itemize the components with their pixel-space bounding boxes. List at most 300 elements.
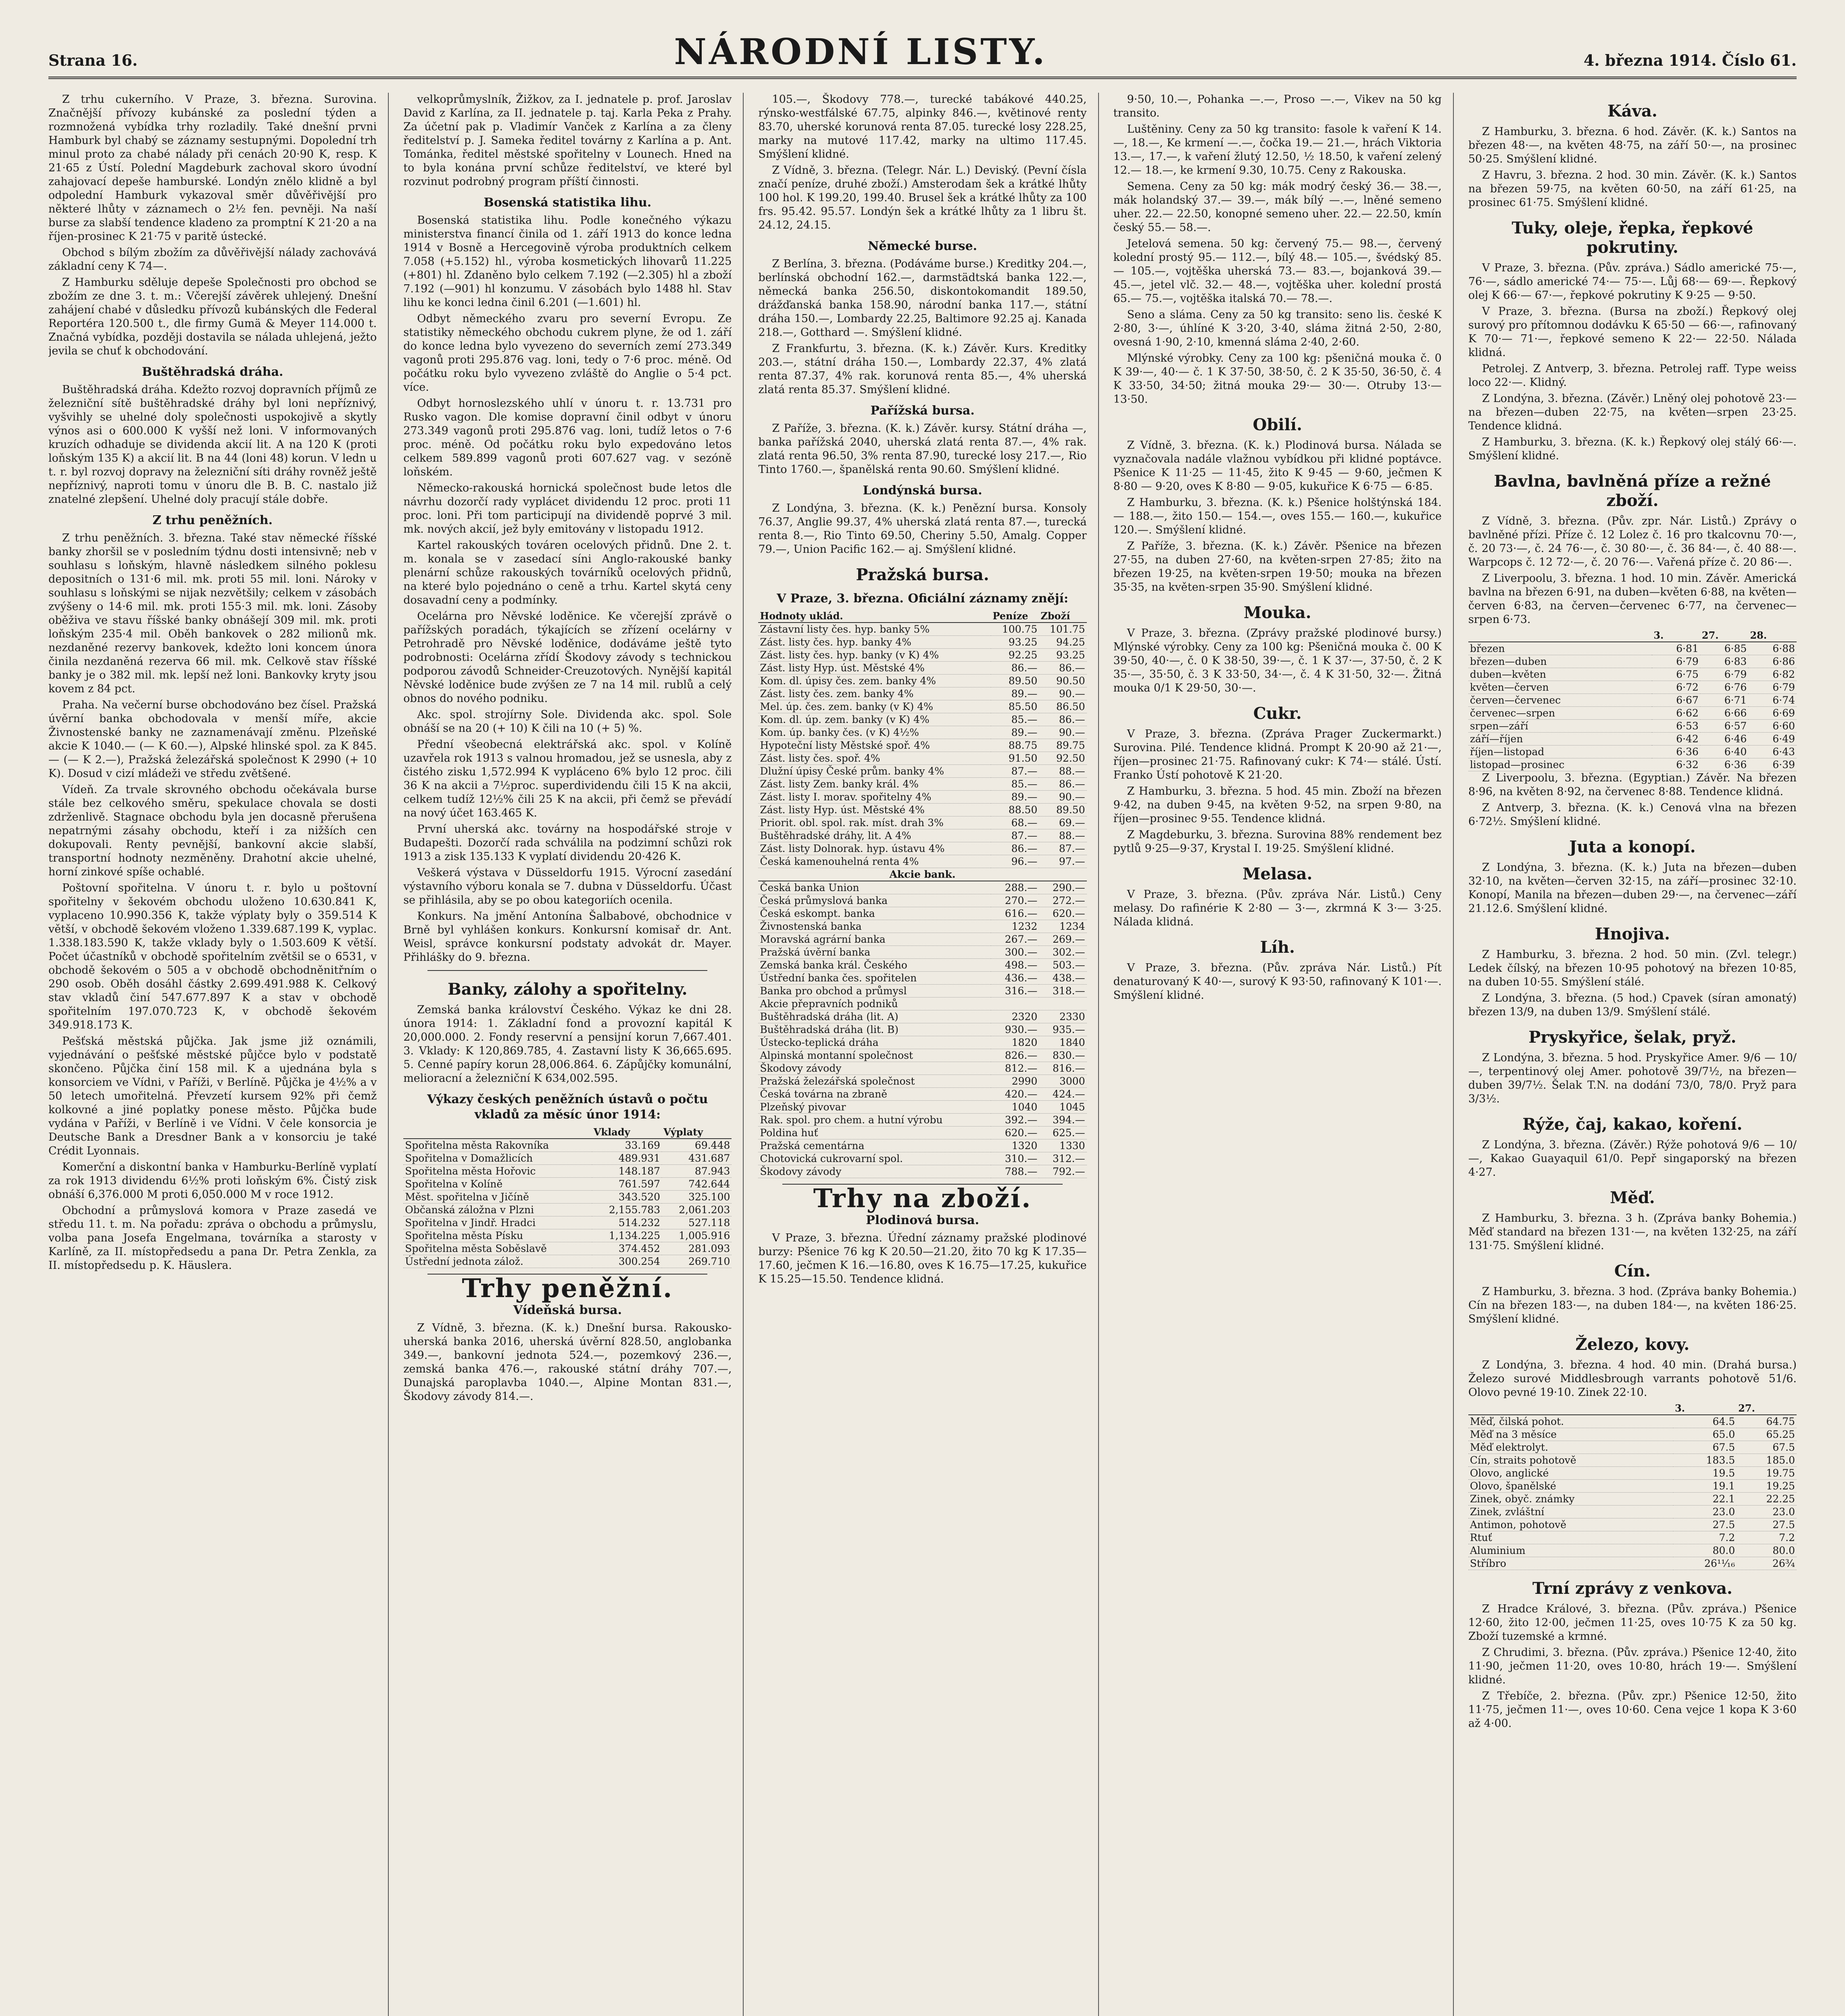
row-value: 88.50 [991,804,1039,816]
article-paris-bourse: Z Paříže, 3. března. (K. k.) Závěr. kursy. Státní dráha —, banka pařížská 2040, uherská zlatá renta 87.—, 4% rak. zlatá renta 96.50, 3% renta 87.90, turecké losy 217.—, Rio Tinto 1760.—, španělská renta 90.60. Smýšlení klidné. [758,422,1087,476]
section-title: Líh. [1260,938,1295,957]
article-vienna-grain: Z Vídně, 3. března. (K. k.) Plodinová bursa. Nálada se vyznačovala nadále vlažnou vybídkou při klidné poptávce. Pšenice K 11·25 — 11·45, žito K 9·45 — 9·60, ječmen K 8·80 — 9·20, oves K 8·80 — 9·05, kukuřice K 6·75 — 6·85. [1113,439,1442,493]
article-linseed-oil: Z Londýna, 3. března. (Závěr.) Lněný olej pohotově 23·— na březen—duben 22·75, na květen—srpen 23·25. Tendence klidná. [1468,392,1797,432]
article-spirits: V Praze, 3. března. (Pův. zpráva Nár. Listů.) Pít denaturovaný K 40·—, surový K 93·50, rafinovaný K 101·—. Smýšlení klidné. [1113,962,1442,1002]
row-label: Měď elektrolyt. [1468,1441,1673,1454]
article-egyptian-cotton: Z Liverpoolu, 3. března. (Egyptian.) Závěr. Na březen 8·96, na květen 8·92, na červenec 8·88. Tendence klidná. [1468,772,1797,798]
table-row [403,1204,732,1216]
row-value: 420.— [991,1088,1039,1101]
article-money-markets: Z trhu peněžních. 3. března. Také stav německé říšské banky zhoršil se v posledním týdnu dosti intensivně; neb v souhlasu s loňským, hlavně následkem silného poklesu depositních o 131·6 mil. mk. proti 55 mil. loni. Nároky v souhlasu s loňskými se nijak nezvětšily; celkem v zásobách zvýšeny o 14·6 mil. mk. proti 155·3 mil. mk. loni. Zásoby oběživa ve stavu říšské banky obnášejí 309 mil. mk. proti loňským 235·4 mil. Oběh bankovek o 282 milionů mk. nezdaněné rezervy bankovek, kdežto loni koncem února činila nezdaněná rezerva 66 mil. mk. Celkově stav říšské banky je o 382 mil. mk. lepší než loni. Bankovky kryty jsou kovem z 84 pct. [48,532,377,695]
row-value: 19.25 [1737,1480,1797,1493]
row-label: Spořitelna města Písku [403,1229,592,1242]
article-chamber-of-commerce: Obchodní a průmyslová komora v Praze zasedá ve středu 11. t. m. Na pořadu: zpráva o obchodu a průmyslu, volba pana Josefa Engelmana, továrníka a starosty v Karlíně, za II. místopředsedu a pana Dr. Petra Zenkla, za II. místopředsedu p. K. Häuslera. [48,1204,377,1272]
section-title: Trhy peněžní. [462,1273,673,1304]
row-label: Spořitelna v Kolíně [403,1178,592,1191]
row-value: 310.— [991,1152,1039,1165]
row-label: Ústřední banka čes. spořitelen [758,972,991,985]
row-value: 269.— [1039,933,1086,946]
column-header: 27. [1737,1402,1797,1415]
column-5 [1468,93,1797,2016]
table-row [758,959,1086,972]
table-row [1468,655,1797,668]
section-title: Cukr. [1253,704,1302,723]
row-value: 935.— [1039,1023,1086,1036]
row-value: 394.— [1039,1114,1086,1127]
table-row [1468,1557,1797,1570]
section-title: Buštěhradská dráha. [142,365,284,379]
table-row [758,1127,1086,1139]
article-antwerp-wool: Z Antverp, 3. března. (K. k.) Cenová vlna na březen 6·72½. Smýšlení klidné. [1468,802,1797,828]
divider [427,970,707,971]
row-value: 69.— [1039,816,1086,829]
table-row [758,687,1086,700]
row-value: 826.— [991,1049,1039,1062]
row-label: květen—červen [1468,681,1652,694]
row-value: 87.— [1039,842,1086,855]
row-value: 94.25 [1039,636,1086,649]
row-value: 85.— [991,778,1039,791]
row-label: Alpinská montanní společnost [758,1049,991,1062]
row-value: 93.25 [1039,649,1086,662]
row-label: Kom. dl. úpisy čes. zem. banky 4% [758,675,991,687]
table-row [403,1255,732,1268]
row-value: 90.— [1039,726,1086,739]
row-label: Pražská cementárna [758,1139,991,1152]
row-label: Buštěhradská dráha (lit. A) [758,1010,991,1023]
row-value: 93.25 [991,636,1039,649]
row-value: 88.75 [991,739,1039,752]
article-bustehrad-railway: Buštěhradská dráha. Kdežto rozvoj dopravních příjmů ze železniční sítě buštěhradské dráhy byl loni nepříznivý, vyšvihly se uhelné doly společnosti uspokojivě a skytly výnos asi o 600.000 K vyšší než loni. V informovaných kruzích odhaduje se dividenda akcií lit. A na 120 K (proti loňským 135 K) a akcií lit. B na 44 (loni 48) korun. V ledn u t. r. byl rozvoj dopravy na železniční síti dráhy rovněž ještě nepříznivý, naproti tomu v únoru dle B. B. C. nastalo již znatelné zlepšení. Uhelné doly pracují stále dobře. [48,383,377,506]
section-title: Z trhu peněžních. [152,513,273,527]
row-value: 6·86 [1748,655,1797,668]
row-value: 33.169 [592,1139,662,1152]
row-label: Škodovy závody [758,1165,991,1178]
row-value: 6·76 [1700,681,1749,694]
row-value: 86.— [1039,662,1086,675]
article-sugar-magdeburg: Z Magdeburku, 3. března. Surovina 88% rendement bez pytlů 9·25—9·37, Krystal I. 19·25. Smýšlení klidné. [1113,829,1442,855]
row-value: 65.0 [1673,1428,1737,1441]
table-row [758,855,1086,868]
table-row [1468,1493,1797,1506]
row-label: Akcie přepravních podniků [758,998,991,1010]
row-label: listopad—prosinec [1468,758,1652,771]
table-row [758,700,1086,713]
row-label: Ústřední jednota zálož. [403,1255,592,1268]
section-title: Cín. [1614,1262,1651,1281]
row-value: 267.— [991,933,1039,946]
row-label: Rtuť [1468,1531,1673,1544]
article-rapeseed-oil: V Praze, 3. března. (Bursa na zboží.) Řepkový olej surový pro přítomnou dodávku K 65·50 — 66·—, rafinovaný K 70·— 71·—, řepkové semeno K 22·— 22·50. Nálada klidná. [1468,305,1797,359]
row-value: 374.452 [592,1242,662,1255]
section-title: Vídeňská bursa. [513,1303,622,1317]
table-row [758,1075,1086,1088]
table-row [758,881,1086,894]
article-london-bourse: Z Londýna, 3. března. (K. k.) Penězní bursa. Konsoly 76.37, Anglie 99.37, 4% uherská zlatá renta 87.—, turecká renta 8.—, Rio Tinto 69.50, Cheriny 5.50, Amalg. Copper 79.—, Union Pacific 162.— aj. Smýšlení klidné. [758,502,1087,556]
row-value: 92.50 [1039,752,1086,765]
article-seeds: Semena. Ceny za 50 kg: mák modrý český 36.— 38.—, mák holandský 37.— 39.—, mák bílý —.—, lněné semeno uher. 22.— 22.50, konopné semeno uher. 22.— 22.50, kmín český 55.— 58.—. [1113,180,1442,234]
section-title: Bosenská statistika lihu. [484,196,652,210]
row-value: 2,155.783 [592,1204,662,1216]
section-title: Bavlna, bavlněná příze a režné zboží. [1494,472,1771,510]
row-value: 68.— [991,816,1039,829]
row-value: 65.25 [1737,1428,1797,1441]
table-row [758,907,1086,920]
row-value [1039,998,1086,1010]
table-row [1468,707,1797,720]
table-row [1468,720,1797,733]
table-row [758,1114,1086,1127]
row-value: 6·82 [1748,668,1797,681]
column-header: Výplaty [662,1126,732,1139]
row-label: září—říjen [1468,733,1652,746]
section-title: Trhy na zboží. [813,1183,1032,1214]
row-label: Zást. listy čes. hyp. banky 4% [758,636,991,649]
article-chrudim-market: Z Chrudimi, 3. března. (Pův. zpráva.) Pšenice 12·40, žito 11·90, ječmen 11·20, oves 10·80, hrách 19·—. Smýšlení klidné. [1468,1646,1797,1686]
row-value: 27.5 [1737,1518,1797,1531]
issue-date: 4. března 1914. Číslo 61. [1583,51,1797,69]
row-value: 6·36 [1700,758,1749,771]
row-value: 89.50 [1039,804,1086,816]
table-title: Výkazy českých peněžních ústavů o počtu vkladů za měsíc únor 1914: [427,1092,708,1122]
prague-rates-table [758,610,1086,1178]
row-label: Živnostenská banka [758,920,991,933]
row-label: Olovo, španělské [1468,1480,1673,1493]
row-label: Spořitelna v Jindř. Hradci [403,1216,592,1229]
table-row [1468,1480,1797,1493]
row-value: 288.— [991,881,1039,894]
table-row [403,1216,732,1229]
row-value: 6·66 [1700,707,1749,720]
row-value: 281.093 [662,1242,732,1255]
row-value: 6·69 [1748,707,1797,720]
article-petroleum: Petrolej. Z Antverp, 3. března. Petrolej raff. Type weiss loco 22·—. Klidný. [1468,362,1797,389]
table-row [758,636,1086,649]
article-bosnian-spirits: Bosenská statistika lihu. Podle konečného výkazu ministerstva financí činila od 1. září 1913 do konce ledna 1914 v Bosně a Hercegovině výroba produktních celkem 7.058 (+5.152) hl., výroba kosmetických lihovarů 11.225 (+801) hl. Zdaněno bylo celkem 7.192 (—2.305) hl a zboží 7.192 (—901) hl konzumu. V zásobách bylo 1488 hl. Stav lihu ke konci ledna činil 6.201 (—1.601) hl. [403,214,732,309]
row-label: březen—duben [1468,655,1652,668]
row-value: 101.75 [1039,623,1086,636]
row-value: 3000 [1039,1075,1086,1088]
row-value: 816.— [1039,1062,1086,1075]
row-value: 269.710 [662,1255,732,1268]
section-title: Měď. [1610,1188,1655,1207]
article-coal-sales: Odbyt hornoslezského uhlí v únoru t. r. 13.731 pro Rusko vagon. Dle komise dopravní činil odbyt v únoru 273.349 vagonů proti 295.876 vag. loni, tudíž letos o 7·6 proc. méně. Od počátku roku bylo expedováno letos celkem 589.899 vagonů proti 607.627 vag. v sezóně loňském. [403,397,732,478]
row-value: 6·42 [1652,733,1700,746]
table-row [758,1101,1086,1114]
row-value: 6·71 [1700,694,1749,707]
table-row [758,816,1086,829]
article-rice-tea: Z Londýna, 3. března. (Závěr.) Rýže pohotová 9/6 — 10/—, Kakao Guayaquil 61/0. Pepř singaporský na březen 4·27. [1468,1139,1797,1179]
row-label: říjen—listopad [1468,746,1652,758]
article-frankfurt-bourse: Z Frankfurtu, 3. března. (K. k.) Závěr. Kurs. Kreditky 203.—, státní dráha 150.—, Lombardy 22.37, 4% zlatá renta 87.37, 4% rak. korunová renta 85.—, 4% uherská zlatá renta 85.37. Smýšlení klidné. [758,342,1087,396]
article-nitrate: Z Hamburku, 3. března. 2 hod. 50 min. (Zvl. telegr.) Ledek čílský, na březen 10·95 pohotový na březen 10·85, na duben 10·55. Smýšlení stálé. [1468,948,1797,988]
table-row [403,1165,732,1178]
row-value: 86.— [991,662,1039,675]
article-flour: V Praze, 3. března. (Zprávy pražské plodinové bursy.) Mlýnské výrobky. Ceny za 100 kg: Pšeničná mouka č. 00 K 39·50, 40·—, č. 0 K 38·50, 39·—, č. 1 K 37·—, 37·50, č. 2 K 35·—, 35·50, č. 3 K 33·50, 34·—, č. 4 K 31·50, 32·—. Žitná mouka 0/1 K 29·50, 30·—. [1113,627,1442,694]
table-row [758,1049,1086,1062]
article-vienna-exchange: Z Vídně, 3. března. (Telegr. Nár. L.) Deviský. (Pevní čísla značí peníze, druhé zboží.) Amsterodam šek a krátké lhůty 100 hol. K 199.20, 199.40. Brusel šek a krátké lhůty za 100 frs. 95.42. 95.57. Londýn šek a krátké lhůty za 1 libru št. 24.12, 24.15. [758,164,1087,231]
row-value: 1,134.225 [592,1229,662,1242]
article-mining-company: Německo-rakouská hornická společnost bude letos dle návrhu dozorčí rady vyplácet dividendu 12 proc. proti 11 proc. loni. Při tom participují na dividendě poprvé 3 mil. mk. nových akcií, jež byly emitovány v listopadu 1912. [403,482,732,535]
row-label: Měď na 3 měsíce [1468,1428,1673,1441]
row-value: 67.5 [1737,1441,1797,1454]
row-value: 1234 [1039,920,1086,933]
article-steel-cartel: Kartel rakouských továren ocelových přidnů. Dne 2. t. m. konala se v zasedací síni Anglo-rakouské banky plenární schůze rakouských továrníků ocelových přidnů, na které bylo pojednáno o ceně a trhu. Kartel skytá ceny dosavadní ceny a podmínky. [403,539,732,606]
row-value: 272.— [1039,894,1086,907]
article-hamburg-grain: Z Hamburku, 3. března. (K. k.) Pšenice holštýnská 184.— 188.—, žito 150.— 154.—, oves 155.— 160.—, kukuřice 120.—. Smýšlení klidné. [1113,496,1442,536]
table-row [758,972,1086,985]
row-value: 7.2 [1673,1531,1737,1544]
row-value: 788.— [991,1165,1039,1178]
table-title: V Praze, 3. března. Oficiální záznamy znějí: [776,591,1069,606]
row-value: 27.5 [1673,1518,1737,1531]
section-title: Pražská bursa. [856,565,989,584]
row-value [991,998,1039,1010]
table-row [758,662,1086,675]
row-value: 6·67 [1652,694,1700,707]
row-label: Zemská banka král. Českého [758,959,991,972]
section-title: Pařížská bursa. [870,404,975,418]
row-value: 183.5 [1673,1454,1737,1467]
article-copper: Z Hamburku, 3. března. 3 h. (Zpráva banky Bohemia.) Měď standard na březen 131·—, na květen 132·25, na září 131·75. Smýšlení klidné. [1468,1212,1797,1252]
row-value: 6·62 [1652,707,1700,720]
article-hradec-market: Z Hradce Králové, 3. března. (Pův. zpráva.) Pšenice 12·60, žito 12·00, ječmen 11·25, oves 10·75 K za 50 kg. Zboží tuzemské a krmné. [1468,1603,1797,1643]
article-trebic-market: Z Třebíče, 2. března. (Pův. zpr.) Pšenice 12·50, žito 11·75, ječmen 11·—, oves 10·60. Cena vejce 1 kopa K 3·60 až 4·00. [1468,1690,1797,1730]
row-label: Česká průmyslová banka [758,894,991,907]
row-value: 90.50 [1039,675,1086,687]
article-molasses: V Praze, 3. března. (Pův. zpráva Nár. Listů.) Ceny melasy. Do rafinérie K 2·80 — 3·—, zkrmná K 3·— 3·25. Nálada klidná. [1113,888,1442,928]
row-value: 6·83 [1700,655,1749,668]
article-neva-steelworks: Ocelárna pro Něvské loděnice. Ke včerejší zprávě o pařížských poradách, týkajících se zřízení ocelárny v Petrohradě pro Něvské loděnice, dodáváme ještě tyto podrobnosti: Ocelárna zřídí Škodovy závody s technickou podporou závodů Schneider-Creuzotových. Nynější kapitál Něvské loděnice bude zvýšen ze 7 na 14 mil. rublů a celý obnos do nového podniku. [403,610,732,705]
row-value: 2,061.203 [662,1204,732,1216]
article-liverpool-cotton: Z Liverpoolu, 3. března. 1 hod. 10 min. Závěr. Americká bavlna na březen 6·91, na duben—květen 6·88, na květen—červen 6·83, na červen—červenec 6·77, na červenec—srpen 6·73. [1468,572,1797,626]
row-label: Aluminium [1468,1544,1673,1557]
row-label: Zástavní listy čes. hyp. banky 5% [758,623,991,636]
article-iron-metals: Z Londýna, 3. března. 4 hod. 40 min. (Drahá bursa.) Železo surové Middlesbrough varrants pohotově 51/6. Olovo pevné 19·10. Zinek 22·10. [1468,1359,1797,1399]
row-value: 812.— [991,1062,1039,1075]
article-sugar-export: Odbyt německého zvaru pro severní Evropu. Ze statistiky německého obchodu cukrem plyne, že od 1. září do konce ledna bylo vyvezeno do severních zemí 273.349 vagonů proti 295.876 vag. loni, tedy o 7·6 proc. méně. Od počátku roku bylo vyvezeno zvláště do Anglie o 5·4 pct. více. [403,312,732,394]
section-title: Obilí. [1253,415,1302,434]
row-value: 1045 [1039,1101,1086,1114]
table-row [758,739,1086,752]
row-value: 86.50 [1039,700,1086,713]
row-value: 270.— [991,894,1039,907]
row-label: Antimon, pohotově [1468,1518,1673,1531]
row-value: 6·79 [1652,655,1700,668]
table-row [758,752,1086,765]
column-header: 3. [1673,1402,1737,1415]
row-value: 514.232 [592,1216,662,1229]
row-value: 86.— [1039,778,1086,791]
row-value: 80.0 [1673,1544,1737,1557]
row-value: 2330 [1039,1010,1086,1023]
article-sugar-prague: V Praze, 3. března. (Zpráva Prager Zuckermarkt.) Surovina. Pilé. Tendence klidná. Prompt K 20·90 až 21·—, říjen—prosinec 21·75. Rafinovaný cukr: K 74·— stálé. Ústí. Franko Ústí pohotově K 21·20. [1113,728,1442,781]
article-vetch: 9·50, 10.—, Pohanka —.—, Proso —.—, Vikev na 50 kg transito. [1113,93,1442,119]
table-row [758,713,1086,726]
article-pest-loan: Pešťská městská půjčka. Jak jsme již oznámili, vyjednávání o pešťské městské půjčce bylo v podstatě skončeno. Půjčka činí 158 mil. K a ujednána byla s konsorciem ve Vídni, v Paříži, v Berlíně. Půjčka je 4½% a v 50 letech umořitelná. Převzetí kursem 92% při čemž kolkovné a jiné poplatky ponese město. Půjčka bude vydána v Paříži, v Berlíně i ve Vídni. V čele konsorcia je Deutsche Bank a Dresdner Bank a v konsorciu je také Crédit Lyonnais. [48,1035,377,1157]
row-value: 1820 [991,1036,1039,1049]
row-label: Spořitelna města Hořovic [403,1165,592,1178]
row-value: 6·81 [1652,642,1700,655]
row-value: 6·88 [1748,642,1797,655]
row-value: 1330 [1039,1139,1086,1152]
column-2 [403,93,744,2016]
row-value: 6·57 [1700,720,1749,733]
row-label: Dlužní úpisy České prům. banky 4% [758,765,991,778]
table-row [1468,668,1797,681]
table-row [1468,1506,1797,1518]
row-value: 148.187 [592,1165,662,1178]
row-label: Banka pro obchod a průmysl [758,985,991,998]
article-paris-grain: Z Paříže, 3. března. (K. k.) Závěr. Pšenice na březen 27·55, na duben 27·60, na květen-srpen 27·85; žito na březen 19·25, na květen-srpen 19·50; mouka na březen 35·35, na květen-srpen 35·90. Smýšlení klidné. [1113,540,1442,594]
table-row [758,1062,1086,1075]
table-row [758,1010,1086,1023]
row-value: 22.1 [1673,1493,1737,1506]
table-row [1468,1531,1797,1544]
table-row [758,1088,1086,1101]
row-label: Zást. listy Hyp. úst. Městské 4% [758,662,991,675]
row-value: 6·32 [1652,758,1700,771]
article-legumes: Luštěniny. Ceny za 50 kg transito: fasole k vaření K 14.—, 18.—, Ke krmení —.—, čočka 19.— 21.—, hrách Viktoria 13.—, 17.—, k vaření žlutý 12.50, ½ 18.50, k vaření zelený 12.— 18.—, ke krmení 9.30, 10.75. Ceny z Rakouska. [1113,123,1442,177]
table-row [1468,758,1797,771]
article-cotton-yarn: Z Vídně, 3. března. (Pův. zpr. Nár. Listů.) Zprávy o bavlněné přízi. Příze č. 12 Lolez č. 16 pro tkalcovnu 70·—, č. 20 73·—, č. 24 76·—, č. 30 80·—, č. 36 84·—, č. 40 88·—. Warpcops č. 12 72·—, č. 20 76·—. Vařená příze č. 20 86·—. [1468,515,1797,569]
row-label: Moravská agrární banka [758,933,991,946]
row-value: 86.— [1039,713,1086,726]
article-mill-products: Mlýnské výrobky. Ceny za 100 kg: pšeničná mouka č. 0 K 39·—, 40·— č. 1 K 37·50, 38·50, č. 2 K 35·50, 36·50, č. 4 K 33·50, 34·50; žitná mouka 29·— 30·—. Otruby 13·— 13·50. [1113,352,1442,406]
row-value: 300.254 [592,1255,662,1268]
row-label: Měst. spořitelna v Jičíně [403,1191,592,1204]
section-title: Železo, kovy. [1575,1335,1690,1354]
row-value: 6·74 [1748,694,1797,707]
table-row [403,1139,732,1152]
row-label: Cín, straits pohotově [1468,1454,1673,1467]
article-ammonia: Z Londýna, 3. března. (5 hod.) Cpavek (síran amonatý) březen 13/9, na duben 13/9. Smýšlení stálé. [1468,992,1797,1018]
table-row [758,894,1086,907]
column-header: 28. [1748,629,1797,642]
row-value: 26¾ [1737,1557,1797,1570]
row-label: Zást. listy čes. zem. banky 4% [758,687,991,700]
row-value: 6·46 [1700,733,1749,746]
row-value: 88.— [1039,765,1086,778]
row-value: 6·75 [1652,668,1700,681]
row-value: 625.— [1039,1127,1086,1139]
row-value: 930.— [991,1023,1039,1036]
section-title: Tuky, oleje, řepka, řepkové pokrutiny. [1511,219,1753,257]
article-white-goods: Obchod s bílým zbožím za důvěřivější nálady zachovává základní ceny K 74—. [48,246,377,273]
row-label: Pražská železářská společnost [758,1075,991,1088]
metals-table [1468,1402,1797,1570]
article-vienna-rates: 105.—, Škodovy 778.—, turecké tabákové 440.25, rýnsko-westfálské 67.75, alpinky 846.—, květinové renty 83.70, uherské korunová renta 87.05. turecké losy 228.25, marky na mutové 117.42, marky na ultimo 117.45. Smýšlení klidné. [758,93,1087,160]
table-row [758,804,1086,816]
table-row [758,765,1086,778]
row-value: 318.— [1039,985,1086,998]
article-coffee-hamburg: Z Hamburku, 3. března. 6 hod. Závěr. (K. k.) Santos na březen 48·—, na květen 48·75, na září 50·—, na prosinec 50·25. Smýšlení klidné. [1468,125,1797,165]
row-value: 96.— [991,855,1039,868]
row-value: 64.5 [1673,1415,1737,1428]
row-value: 19.75 [1737,1467,1797,1480]
row-value: 88.— [1039,829,1086,842]
row-label: Rak. spol. pro chem. a hutní výrobu [758,1114,991,1127]
row-value: 1840 [1039,1036,1086,1049]
article-postal-savings: Poštovní spořitelna. V únoru t. r. bylo u poštovní spořitelny v šekovém obchodu uloženo 10.630.841 K, vyplaceno 10.990.356 K, takže výplaty byly o 359.514 K větší, v obchodě šekovém vloženo 1.339.687.199 K, vyplac. 1.338.183.590 K, takže vklady byly o 1.503.609 K větší. Počet účastníků v obchodě spořitelním zvětšil se o 6531, v obchodě šekovém o 505 a v obchodě obchodněnitřním o 290 osob. Oběh dosáhl částky 2.699.491.988 K. Celkový stav vkladů činí 547.677.897 K a stav v obchodě spořitelním 197.070.723 K, v obchodě šekovém 349.918.173 K. [48,882,377,1031]
row-value: 92.25 [991,649,1039,662]
article-land-bank: Zemská banka království Českého. Výkaz ke dni 28. února 1914: 1. Základní fond a provozní kapitál K 20,000.000. 2. Fondy reservní a pensijní korun 7,667.401. 3. Vklady: K 120,869.785, 4. Zastavní listy K 36,665.695. 5. Cenné papíry korun 28,006.864. 6. Zápůjčky komunální, melioracní a železniční K 634,002.595. [403,1004,732,1085]
row-value: 89.50 [991,675,1039,687]
row-label: Buštěhradská dráha (lit. B) [758,1023,991,1036]
row-value: 830.— [1039,1049,1086,1062]
row-label: Pražská úvěrní banka [758,946,991,959]
row-label: Spořitelna v Domažlicích [403,1152,592,1165]
row-label: Ústecko-teplická dráha [758,1036,991,1049]
row-value: 89.— [991,726,1039,739]
row-value: 325.100 [662,1191,732,1204]
row-value: 23.0 [1737,1506,1797,1518]
article-kolin-electric: Přední všeobecná elektrářská akc. spol. v Kolíně uzavřela rok 1913 s valnou hromadou, jež se usnesla, aby z čistého zisku 1,572.994 K vypláceno 6% bylo 12 proc. čili 36 K na akcii a 7½proc. superdividendu čili 15 K na akcii, celkem tudíž 12½% čili 25 K na akcii, při čemž se převádí na nový účet 163.465 K. [403,738,732,819]
row-label: Zinek, zvláštní [1468,1506,1673,1518]
table-row [758,998,1086,1010]
row-value: 392.— [991,1114,1039,1127]
table-row [758,946,1086,959]
section-title: Juta a konopí. [1569,837,1696,856]
article-clover-seeds: Jetelová semena. 50 kg: červený 75.— 98.—, červený kolední prostý 95.— 112.—, bílý 48.— 105.—, švédský 85.— 105.—, vojtěška uherská 73.— 83.—, bojanková 39.— 45.—, jetel vlč. 32.— 48.—, vojtěška uher. kolední prostá 65.— 75.—, vojtěška italská 70.— 78.—. [1113,237,1442,305]
table-row [758,649,1086,662]
section-title: Káva. [1607,102,1657,121]
table-row [1468,1454,1797,1467]
row-value: 438.— [1039,972,1086,985]
row-value: 792.— [1039,1165,1086,1178]
row-label: Zást. listy Zem. banky král. 4% [758,778,991,791]
article-fats: V Praze, 3. března. (Pův. zpráva.) Sádlo americké 75·—, 76·—, sádlo americké 74·— 75·—. Lůj 68·— 69·—. Řepkový olej K 66·— 67·—, řepkové pokrutiny K 9·25 — 9·50. [1468,262,1797,302]
row-label: Priorit. obl. spol. rak. míst. drah 3% [758,816,991,829]
row-value: 87.943 [662,1165,732,1178]
section-title: Londýnská bursa. [863,483,982,498]
row-value: 300.— [991,946,1039,959]
row-label: Česká eskompt. banka [758,907,991,920]
row-label: Zást. listy čes. hyp. banky (v K) 4% [758,649,991,662]
column-4 [1113,93,1454,2016]
article-grain-exchange: V Praze, 3. března. Úřední záznamy pražské plodinové burzy: Pšenice 76 kg K 20.50—21.20, žito 70 kg K 17.35—17.60, ječmen K 16.—16.80, oves K 16.75—17.25, kukuřice K 15.25—15.50. Tendence klidná. [758,1232,1087,1285]
table-row [758,1036,1086,1049]
row-label: Chotovická cukrovarní spol. [758,1152,991,1165]
row-label: Česká kamenouhelná renta 4% [758,855,991,868]
row-value: 69.448 [662,1139,732,1152]
column-header: Hodnoty uklád. [758,610,991,623]
table-row [1468,1415,1797,1428]
table-row [1468,1428,1797,1441]
article-vienna-bourse: Vídeň. Za trvale skrovného obchodu očekávala burse stále bez celkového směru, spekulace chovala se dosti zdrženlivě. Stagnace obchodu byla jen docasně přerušena nepatrnými zásahy obchodu, kteří i za nižších cen dokupovali. Renty pevnější, bankovní akcie slabší, transportní hodnoty nezměněny. Drahotní akcie uhelné, horní zinkové spíše ochablé. [48,783,377,878]
row-value: 290.— [1039,881,1086,894]
row-value: 498.— [991,959,1039,972]
article-resin: Z Londýna, 3. března. 5 hod. Pryskyřice Amer. 9/6 — 10/—, terpentinový olej Amer. pohotově 39/7½, na březen—duben 39/7½. Šelak T.N. na dodání 73/0, 78/0. Pryž para 3/3½. [1468,1052,1797,1105]
row-value: 503.— [1039,959,1086,972]
row-value: 6·79 [1748,681,1797,694]
row-value: 91.50 [991,752,1039,765]
table-row [403,1242,732,1255]
row-value: 761.597 [592,1178,662,1191]
row-label: Spořitelna města Soběslavě [403,1242,592,1255]
row-label: Spořitelna města Rakovníka [403,1139,592,1152]
row-value: 22.25 [1737,1493,1797,1506]
row-value: 6·53 [1652,720,1700,733]
row-value: 19.5 [1673,1467,1737,1480]
row-value: 6·36 [1652,746,1700,758]
section-title: Plodinová bursa. [866,1213,979,1227]
row-value: 489.931 [592,1152,662,1165]
row-value: 89.75 [1039,739,1086,752]
table-row [403,1152,732,1165]
section-title: Mouka. [1243,603,1311,622]
section-title: Banky, zálohy a spořitelny. [448,980,688,999]
article-berlin-bourse: Z Berlína, 3. března. (Podáváme burse.) Kreditky 204.—, berlínská obchodní 162.—, darmstädtská banka 122.—, německá banka 256.50, diskontokomandit 189.50, drážďanská banka 158.90, národní banka 117.—, státní dráha 150.—, Lombardy 22.25, Baltimore 92.25 aj. Kanada 218.—, Gotthard —. Smýšlení klidné. [758,258,1087,339]
